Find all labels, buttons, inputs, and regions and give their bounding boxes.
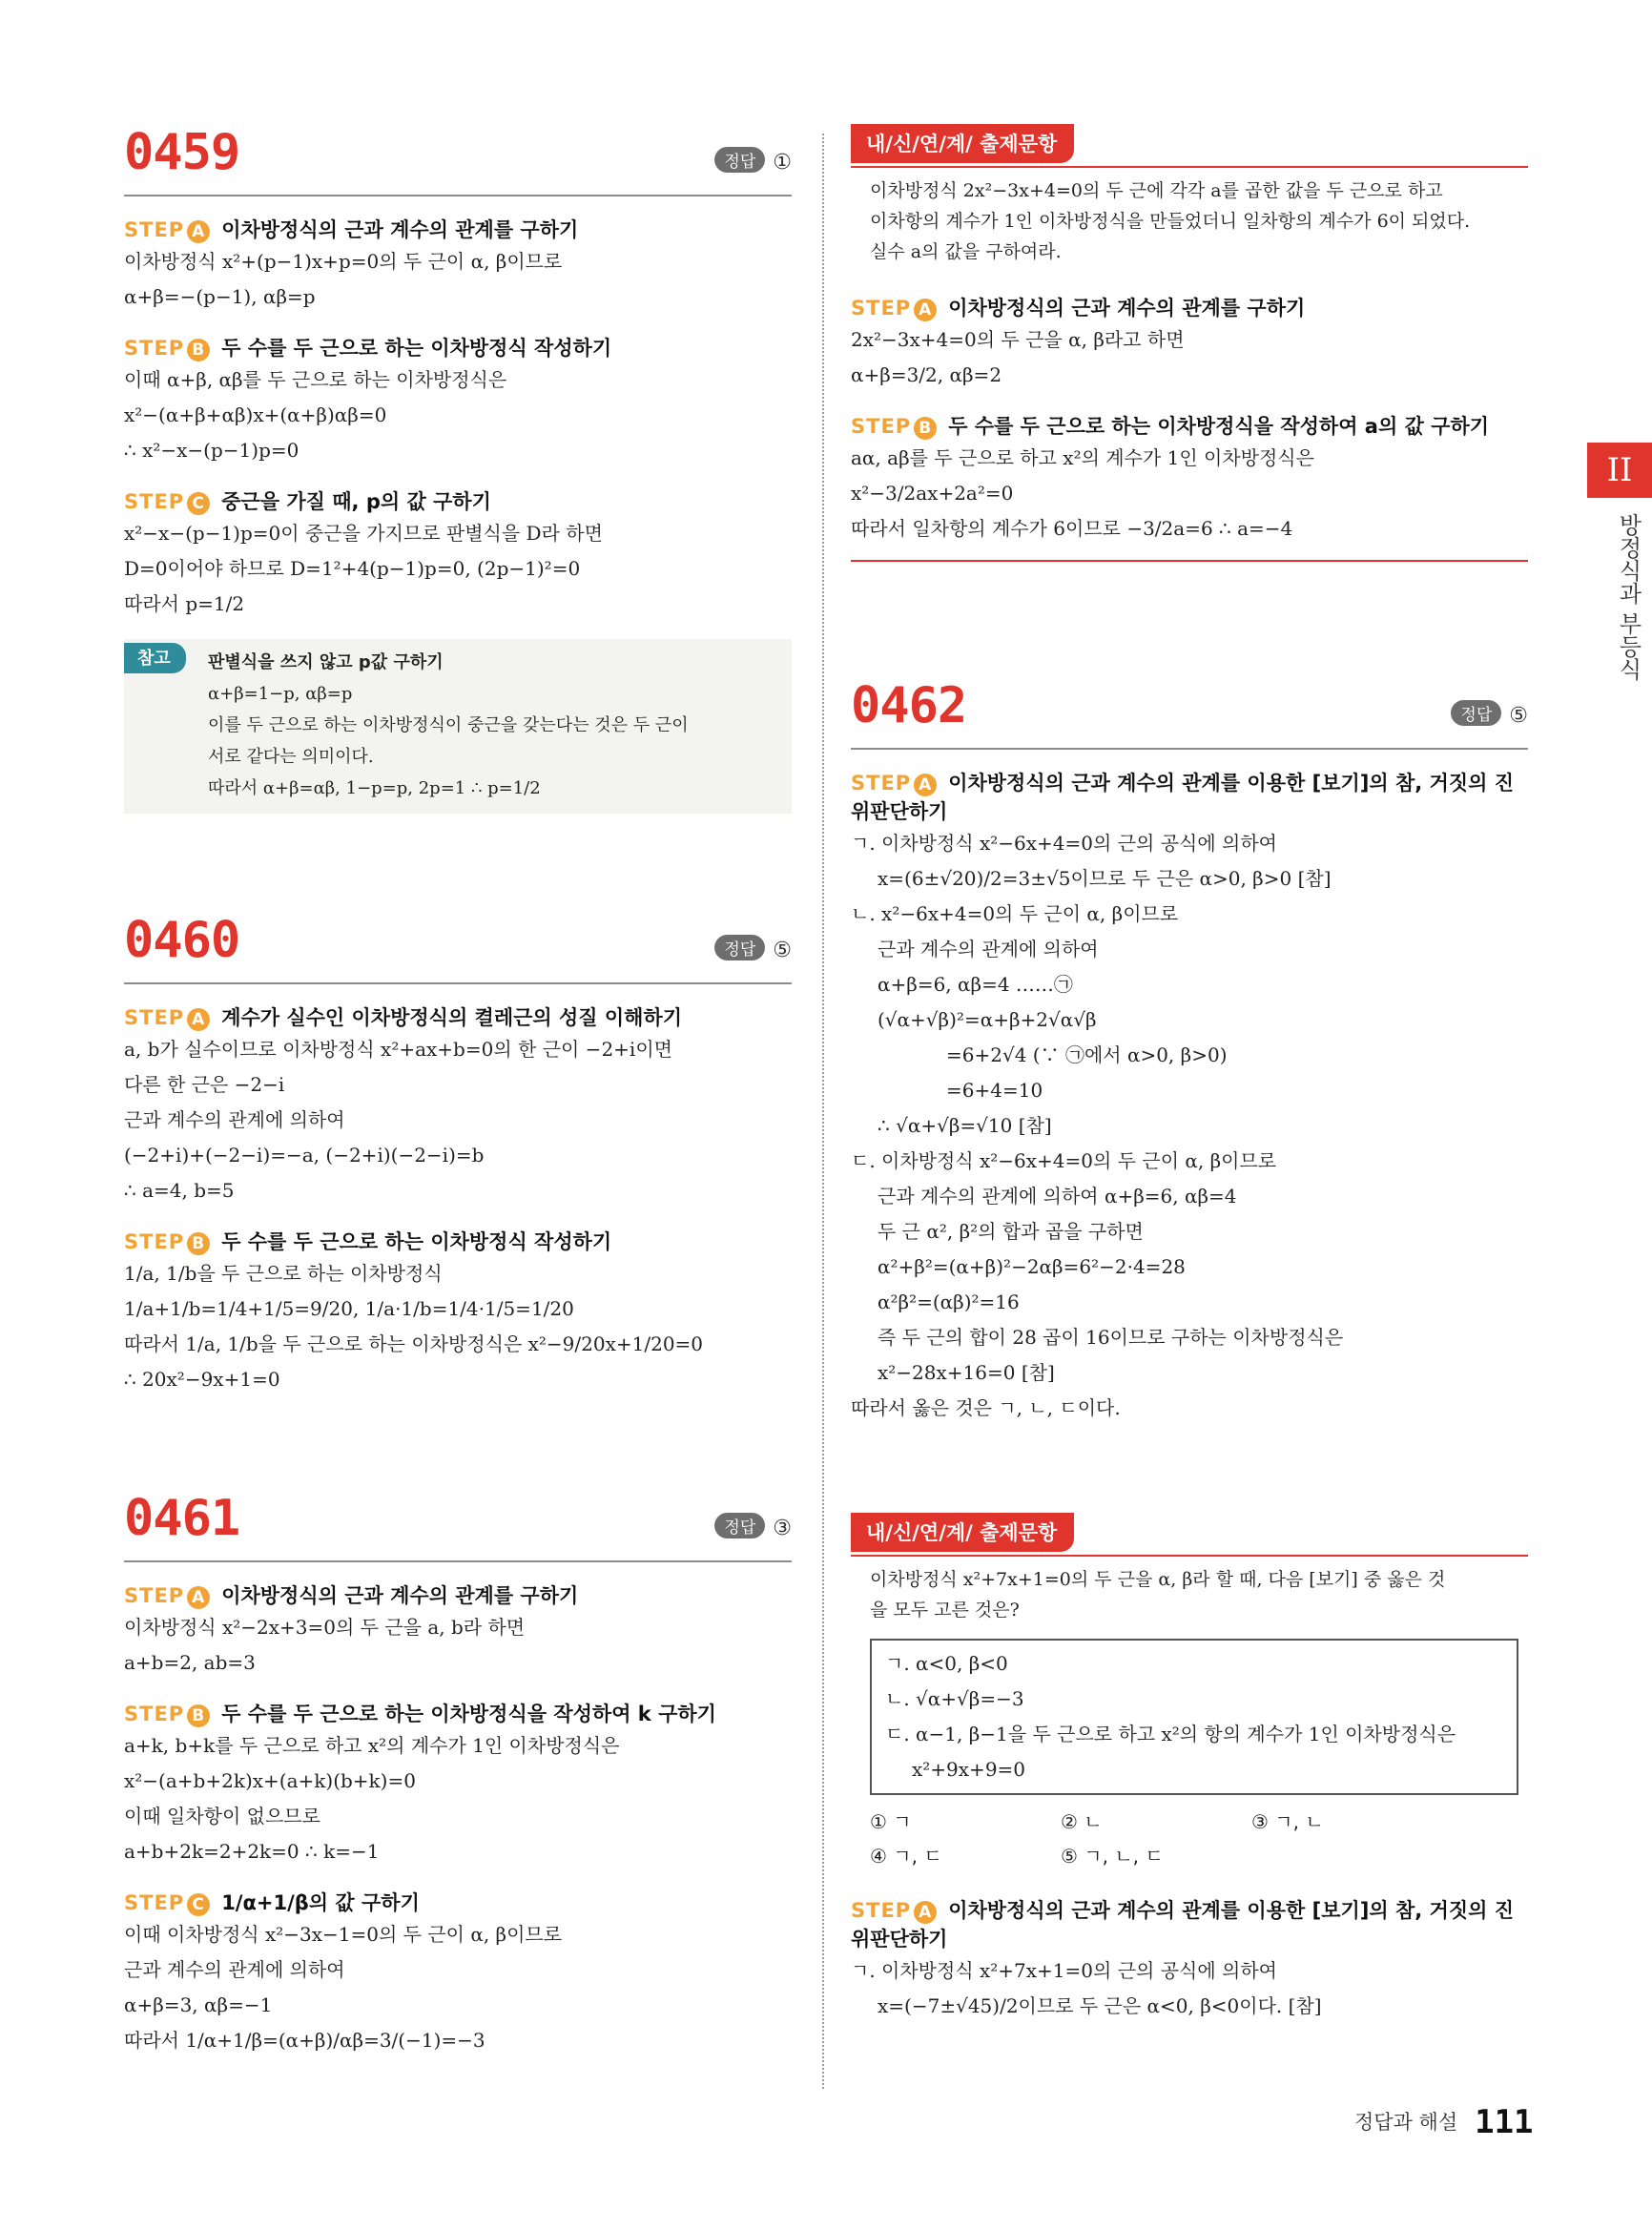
solution-line: (√α+√β)²=α+β+2√α√β <box>878 1008 1097 1031</box>
answer-value: ⑤ <box>773 939 792 962</box>
choice-1: ① ㄱ <box>870 1810 912 1833</box>
answer-tag: 정답 <box>1451 700 1501 726</box>
step-a <box>124 216 792 244</box>
answer <box>714 935 792 962</box>
step-label: STEP C <box>124 490 210 513</box>
solution-line: 이차방정식 x²+(p−1)x+p=0의 두 근이 α, β이므로 <box>124 250 563 273</box>
step-label: STEP A <box>124 1006 210 1029</box>
answer <box>714 1513 792 1540</box>
question <box>851 1557 1528 1625</box>
answer-value: ③ <box>773 1517 792 1540</box>
solution-line: α+β=3, αβ=−1 <box>124 1993 273 2016</box>
answer-tag: 정답 <box>714 935 765 960</box>
question-line: 이차방정식 2x²−3x+4=0의 두 근에 각각 a를 곱한 값을 두 근으로 하고 <box>870 180 1443 201</box>
box-item: x²+9x+9=0 <box>912 1758 1026 1781</box>
chapter-title: 방정식과 부등식 <box>1615 513 1642 681</box>
step-title: 중근을 가질 때, p의 값 구하기 <box>221 490 491 513</box>
step-b <box>851 412 1528 441</box>
note-tag: 참고 <box>124 643 186 673</box>
problem-header <box>124 124 792 196</box>
reference-note <box>124 639 792 814</box>
problem-number: 0461 <box>124 1490 240 1547</box>
problem-0461 <box>124 1490 792 2058</box>
problem-header <box>851 677 1528 750</box>
step-b <box>124 1700 792 1728</box>
problem-header <box>124 1490 792 1562</box>
solution-line: ㄷ. 이차방정식 x²−6x+4=0의 두 근이 α, β이므로 <box>851 1149 1277 1172</box>
step-title: 이차방정식의 근과 계수의 관계를 구하기 <box>948 297 1306 320</box>
problem-number: 0462 <box>851 677 967 734</box>
footer-label: 정답과 해설 <box>1354 2111 1458 2134</box>
problem-0459 <box>124 124 792 814</box>
solution-line: 두 근 α², β²의 합과 곱을 구하면 <box>878 1220 1144 1243</box>
solution-line: α+β=6, αβ=4 ……㉠ <box>878 973 1073 996</box>
band-label: 내/신/연/계/ 출제문항 <box>851 1513 1074 1552</box>
step-label: STEP B <box>124 337 210 360</box>
answer <box>1451 700 1528 728</box>
choice-4: ④ ㄱ, ㄷ <box>870 1845 942 1868</box>
solution-line: 이때 일차항이 없으므로 <box>124 1805 320 1827</box>
solution-line: =6+2√4 (∵ ㉠에서 α>0, β>0) <box>946 1043 1228 1066</box>
step-title: 두 수를 두 근으로 하는 이차방정식 작성하기 <box>221 1230 612 1253</box>
solution-line: x=(6±√20)/2=3±√5이므로 두 근은 α>0, β>0 [참] <box>878 867 1332 890</box>
problem-header <box>124 912 792 984</box>
step-title: 이차방정식의 근과 계수의 관계를 구하기 <box>221 1584 579 1607</box>
solution-line: a+k, b+k를 두 근으로 하고 x²의 계수가 1인 이차방정식은 <box>124 1734 620 1757</box>
step-b <box>124 334 792 362</box>
question <box>851 168 1528 267</box>
solution-line: x²−x−(p−1)p=0이 중근을 가지므로 판별식을 D라 하면 <box>124 522 603 545</box>
related-problem-band <box>851 124 1528 168</box>
note-line: α+β=1−p, αβ=p <box>208 684 353 704</box>
solution-line: ㄱ. 이차방정식 x²−6x+4=0의 근의 공식에 의하여 <box>851 832 1277 855</box>
answer-tag: 정답 <box>714 1513 765 1538</box>
problem-0462 <box>851 677 1528 1426</box>
step-a <box>851 769 1528 826</box>
step-label: STEP A <box>851 297 937 320</box>
step-label: STEP B <box>851 415 937 438</box>
solution-line: ∴ 20x²−9x+1=0 <box>124 1368 280 1391</box>
solution-line: 즉 두 근의 합이 28 곱이 16이므로 구하는 이차방정식은 <box>878 1326 1344 1349</box>
solution-line: x²−(α+β+αβ)x+(α+β)αβ=0 <box>124 403 387 426</box>
problem-number: 0459 <box>124 124 240 181</box>
solution-line: ㄱ. 이차방정식 x²+7x+1=0의 근의 공식에 의하여 <box>851 1959 1277 1982</box>
solution-line: 근과 계수의 관계에 의하여 <box>878 938 1099 960</box>
solution-line: 따라서 1/a, 1/b을 두 근으로 하는 이차방정식은 x²−9/20x+1/20=0 <box>124 1332 704 1355</box>
answer <box>714 147 792 175</box>
step-c <box>124 1889 792 1917</box>
answer-value: ⑤ <box>1509 704 1528 728</box>
step-a <box>851 294 1528 322</box>
step-label: STEP B <box>124 1703 210 1725</box>
step-label: STEP A <box>124 218 210 241</box>
step-title: 1/α+1/β의 값 구하기 <box>221 1891 420 1914</box>
step-a <box>851 1896 1528 1953</box>
chapter-tab: II <box>1587 443 1652 498</box>
solution-line: =6+4=10 <box>946 1079 1043 1102</box>
step-a <box>124 1003 792 1032</box>
question-line: 을 모두 고른 것은? <box>870 1600 1020 1621</box>
box-item: ㄱ. α<0, β<0 <box>885 1652 1008 1675</box>
solution-line: a+b=2, ab=3 <box>124 1651 256 1674</box>
note-line: 서로 같다는 의미이다. <box>208 747 374 767</box>
related-problem-2 <box>851 1513 1528 2024</box>
problem-number: 0460 <box>124 912 240 969</box>
section-separator <box>851 560 1528 562</box>
solution-line: (−2+i)+(−2−i)=−a, (−2+i)(−2−i)=b <box>124 1144 485 1167</box>
choice-5: ⑤ ㄱ, ㄴ, ㄷ <box>1061 1845 1164 1868</box>
answer-value: ① <box>773 151 792 175</box>
answer-choices <box>851 1805 1528 1873</box>
solution-line: ㄴ. x²−6x+4=0의 두 근이 α, β이므로 <box>851 902 1179 925</box>
step-title: 두 수를 두 근으로 하는 이차방정식 작성하기 <box>221 337 612 360</box>
example-box <box>870 1639 1518 1795</box>
note-line: 따라서 α+β=αβ, 1−p=p, 2p=1 ∴ p=1/2 <box>208 778 541 798</box>
solution-line: 근과 계수의 관계에 의하여 <box>124 1958 345 1981</box>
solution-line: 따라서 p=1/2 <box>124 592 245 615</box>
box-item: ㄷ. α−1, β−1을 두 근으로 하고 x²의 항의 계수가 1인 이차방정식은 <box>885 1723 1456 1745</box>
solution-line: x²−28x+16=0 [참] <box>878 1361 1055 1384</box>
solution-line: 이때 이차방정식 x²−3x−1=0의 두 근이 α, β이므로 <box>124 1923 563 1946</box>
solution-line: x²−(a+b+2k)x+(a+k)(b+k)=0 <box>124 1769 416 1792</box>
step-label: STEP A <box>851 772 937 795</box>
step-label: STEP B <box>124 1230 210 1253</box>
solution-line: a+b+2k=2+2k=0 ∴ k=−1 <box>124 1840 380 1863</box>
step-title: 계수가 실수인 이차방정식의 켤레근의 성질 이해하기 <box>221 1006 683 1029</box>
step-label: STEP C <box>124 1891 210 1914</box>
solution-line: x=(−7±√45)/2이므로 두 근은 α<0, β<0이다. [참] <box>878 1994 1322 2017</box>
box-item: ㄴ. √α+√β=−3 <box>885 1687 1024 1710</box>
step-title: 이차방정식의 근과 계수의 관계를 이용한 [보기]의 참, 거짓의 진위판단하기 <box>851 1899 1514 1951</box>
step-c <box>124 487 792 516</box>
solution-line: 근과 계수의 관계에 의하여 <box>124 1108 345 1131</box>
choice-3: ③ ㄱ, ㄴ <box>1251 1810 1324 1833</box>
solution-line: 따라서 1/α+1/β=(α+β)/αβ=3/(−1)=−3 <box>124 2029 485 2052</box>
solution-line: α+β=3/2, αβ=2 <box>851 363 1002 386</box>
solution-line: α²β²=(αβ)²=16 <box>878 1291 1020 1313</box>
solution-line: 1/a, 1/b을 두 근으로 하는 이차방정식 <box>124 1262 443 1285</box>
step-title: 이차방정식의 근과 계수의 관계를 구하기 <box>221 218 579 241</box>
solution-line: aα, aβ를 두 근으로 하고 x²의 계수가 1인 이차방정식은 <box>851 446 1314 469</box>
solution-line: α+β=−(p−1), αβ=p <box>124 285 316 308</box>
solution-line: 따라서 일차항의 계수가 6이므로 −3/2a=6 ∴ a=−4 <box>851 517 1293 540</box>
solution-line: 다른 한 근은 −2−i <box>124 1073 285 1096</box>
step-title: 두 수를 두 근으로 하는 이차방정식을 작성하여 a의 값 구하기 <box>948 415 1490 438</box>
step-b <box>124 1228 792 1256</box>
solution-line: a, b가 실수이므로 이차방정식 x²+ax+b=0의 한 근이 −2+i이면 <box>124 1038 672 1061</box>
page-number: 111 <box>1475 2103 1534 2141</box>
solution-line: x²−3/2ax+2a²=0 <box>851 482 1014 505</box>
solution-line: 이때 α+β, αβ를 두 근으로 하는 이차방정식은 <box>124 368 507 391</box>
solution-line: D=0이어야 하므로 D=1²+4(p−1)p=0, (2p−1)²=0 <box>124 557 581 580</box>
problem-0460 <box>124 912 792 1397</box>
step-label: STEP A <box>851 1899 937 1922</box>
choice-2: ② ㄴ <box>1061 1810 1103 1833</box>
solution-line: 근과 계수의 관계에 의하여 α+β=6, αβ=4 <box>878 1185 1237 1208</box>
question-line: 이차항의 계수가 1인 이차방정식을 만들었더니 일차항의 계수가 6이 되었다. <box>870 211 1471 232</box>
note-line: 판별식을 쓰지 않고 p값 구하기 <box>208 652 444 672</box>
column-divider <box>822 134 824 2089</box>
solution-line: 이차방정식 x²−2x+3=0의 두 근을 a, b라 하면 <box>124 1616 526 1639</box>
answer-tag: 정답 <box>714 147 765 173</box>
solution-line: α²+β²=(α+β)²−2αβ=6²−2·4=28 <box>878 1255 1186 1278</box>
note-line: 이를 두 근으로 하는 이차방정식이 중근을 갖는다는 것은 두 근이 <box>208 715 689 735</box>
question-line: 이차방정식 x²+7x+1=0의 두 근을 α, β라 할 때, 다음 [보기] 중 옳은 것 <box>870 1569 1446 1590</box>
solution-line: ∴ x²−x−(p−1)p=0 <box>124 439 299 462</box>
solution-line: ∴ √α+√β=√10 [참] <box>878 1114 1052 1137</box>
page-footer <box>1354 2103 1534 2141</box>
question-line: 실수 a의 값을 구하여라. <box>870 241 1062 262</box>
step-title: 두 수를 두 근으로 하는 이차방정식을 작성하여 k 구하기 <box>221 1703 716 1725</box>
solution-line: 2x²−3x+4=0의 두 근을 α, β라고 하면 <box>851 328 1185 351</box>
solution-line: 따라서 옳은 것은 ㄱ, ㄴ, ㄷ이다. <box>851 1396 1121 1419</box>
solution-line: 1/a+1/b=1/4+1/5=9/20, 1/a·1/b=1/4·1/5=1/20 <box>124 1297 574 1320</box>
step-a <box>124 1581 792 1610</box>
related-problem-1 <box>851 124 1528 562</box>
solution-line: ∴ a=4, b=5 <box>124 1179 235 1202</box>
step-title: 이차방정식의 근과 계수의 관계를 이용한 [보기]의 참, 거짓의 진위판단하기 <box>851 772 1514 823</box>
band-label: 내/신/연/계/ 출제문항 <box>851 124 1074 163</box>
step-label: STEP A <box>124 1584 210 1607</box>
related-problem-band <box>851 1513 1528 1557</box>
